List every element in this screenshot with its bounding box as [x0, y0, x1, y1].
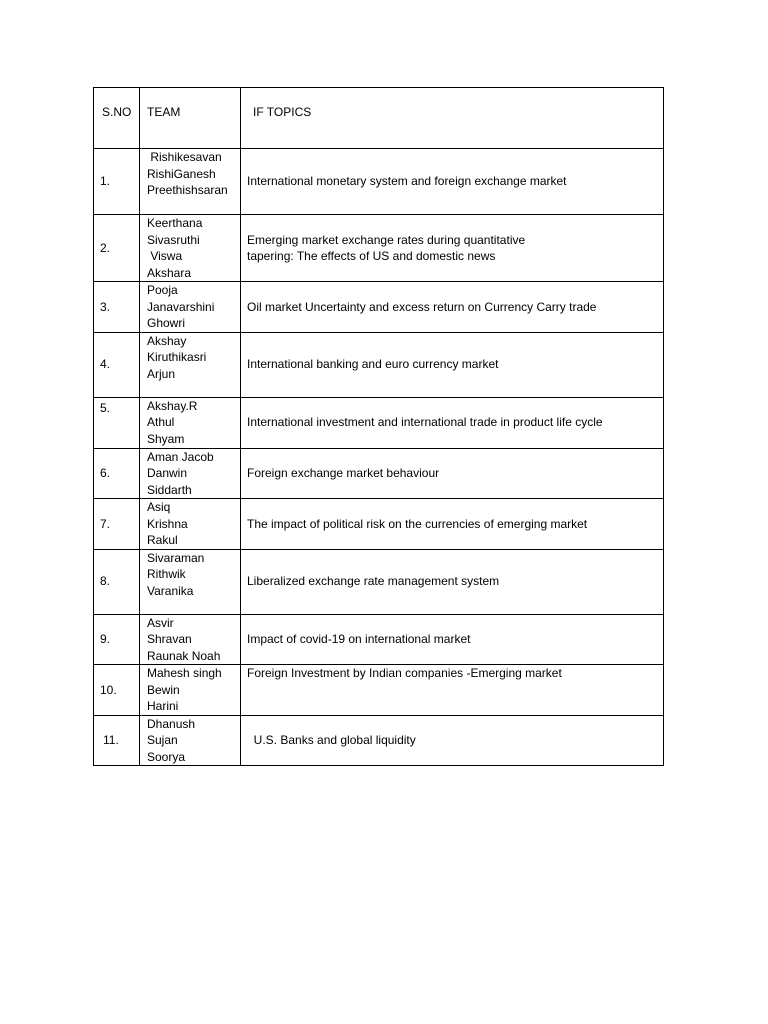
row-topic: [241, 215, 664, 282]
team-member: Arjun: [147, 366, 176, 381]
team-member: Harini: [147, 699, 179, 713]
table-row: [94, 715, 664, 766]
row-topic: International banking and euro currency market: [241, 332, 664, 397]
row-team: [140, 397, 241, 448]
header-team: TEAM: [140, 88, 241, 149]
team-member: Athul: [147, 415, 175, 429]
team-member: Bewin: [147, 682, 180, 697]
row-topic: International investment and international trade in product life cycle: [241, 397, 664, 448]
row-sno: 8.: [94, 549, 140, 614]
team-member: Dhanush: [147, 716, 196, 731]
team-member: Danwin: [147, 466, 188, 480]
row-sno: 11.: [94, 715, 140, 766]
row-sno: 2.: [94, 215, 140, 282]
row-sno: 5.: [94, 397, 140, 448]
row-sno: 7.: [94, 499, 140, 550]
team-member: Raunak Noah: [147, 648, 221, 663]
table-row: [94, 448, 664, 499]
team-member: Rithwik: [147, 567, 186, 581]
team-member: Ghowri: [147, 316, 186, 330]
table-row: [94, 332, 664, 397]
team-member: Mahesh singh: [147, 666, 222, 680]
team-topics-table: [93, 87, 664, 766]
topic-line: tapering: The effects of US and domestic news: [247, 249, 496, 263]
row-team: [140, 332, 241, 397]
topic-line: Emerging market exchange rates during quantitative: [247, 232, 526, 247]
row-sno: 4.: [94, 332, 140, 397]
row-topic: Foreign exchange market behaviour: [241, 448, 664, 499]
table-row: [94, 499, 664, 550]
table-row: [94, 549, 664, 614]
row-topic: The impact of political risk on the currencies of emerging market: [241, 499, 664, 550]
team-member: Sivaraman: [147, 550, 205, 565]
team-member: Rakul: [147, 533, 178, 547]
team-member: Kiruthikasri: [147, 350, 207, 364]
table-row: [94, 149, 664, 215]
row-sno: 6.: [94, 448, 140, 499]
row-team: [140, 282, 241, 333]
row-sno: 1.: [94, 149, 140, 215]
team-member: Shyam: [147, 431, 185, 446]
team-member: Viswa: [147, 249, 183, 263]
row-topic: Impact of covid-19 on international market: [241, 614, 664, 665]
team-member: Rishikesavan: [147, 150, 222, 164]
row-sno: 9.: [94, 614, 140, 665]
table-body: [94, 149, 664, 766]
row-team: [140, 614, 241, 665]
header-row: [94, 88, 664, 149]
team-member: Sivasruthi: [147, 232, 200, 247]
team-member: Krishna: [147, 516, 188, 531]
team-member: Shravan: [147, 632, 192, 646]
row-topic: U.S. Banks and global liquidity: [241, 715, 664, 766]
team-member: Sujan: [147, 733, 178, 747]
row-topic: Foreign Investment by Indian companies -Emerging market: [241, 665, 664, 716]
row-team: [140, 549, 241, 614]
row-topic: Liberalized exchange rate management system: [241, 549, 664, 614]
row-team: [140, 215, 241, 282]
team-member: RishiGanesh: [147, 166, 216, 181]
row-topic: International monetary system and foreign exchange market: [241, 149, 664, 215]
table-row: [94, 614, 664, 665]
team-member: Janavarshini: [147, 299, 215, 314]
row-team: [140, 499, 241, 550]
row-topic: Oil market Uncertainty and excess return on Currency Carry trade: [241, 282, 664, 333]
table-row: [94, 397, 664, 448]
team-member: Asiq: [147, 500, 171, 514]
team-member: Varanika: [147, 583, 194, 598]
table-row: [94, 282, 664, 333]
team-member: Akshay: [147, 333, 187, 348]
row-team: [140, 149, 241, 215]
row-team: [140, 665, 241, 716]
row-team: [140, 448, 241, 499]
table-row: [94, 215, 664, 282]
team-member: Akshara: [147, 265, 192, 280]
team-member: Siddarth: [147, 482, 192, 497]
row-sno: 10.: [94, 665, 140, 716]
team-member: Keerthana: [147, 216, 203, 230]
team-member: Asvir: [147, 615, 174, 630]
table-header: [94, 88, 664, 149]
team-member: Preethishsaran: [147, 183, 228, 197]
header-sno: S.NO: [94, 88, 140, 149]
table-row: [94, 665, 664, 716]
row-sno: 3.: [94, 282, 140, 333]
team-member: Pooja: [147, 283, 178, 297]
team-member: Akshay.R: [147, 398, 198, 413]
row-team: [140, 715, 241, 766]
header-topic: IF TOPICS: [241, 88, 664, 149]
team-member: Soorya: [147, 749, 186, 764]
team-member: Aman Jacob: [147, 449, 214, 464]
